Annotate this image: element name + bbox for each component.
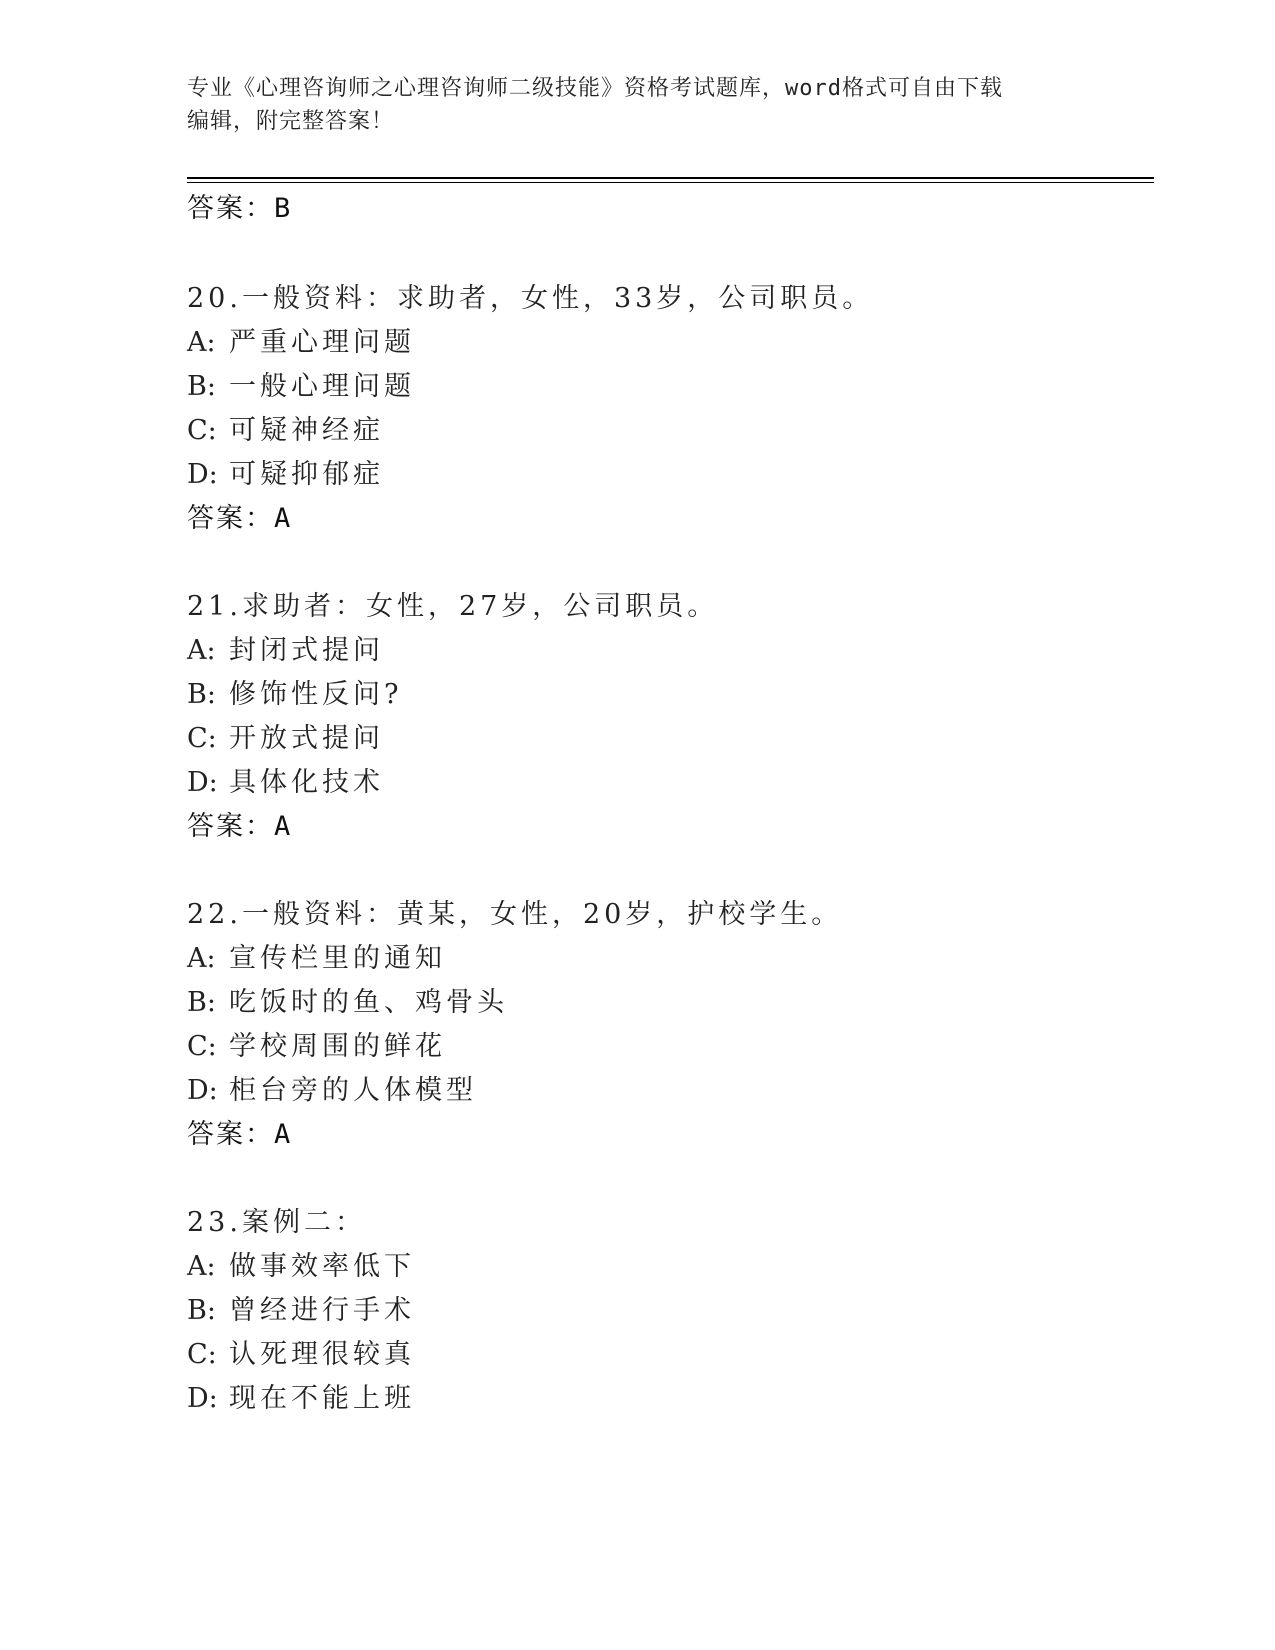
option-letter: A: <box>187 327 216 358</box>
option-d <box>187 1074 477 1108</box>
question-stem: 23.案例二： <box>187 1207 366 1238</box>
option-b <box>187 678 402 712</box>
option-c <box>187 1338 415 1372</box>
option-text: 严重心理问题 <box>229 327 415 358</box>
option-letter: C: <box>187 415 217 446</box>
option-text: 认死理很较真 <box>229 1339 415 1370</box>
option-text: 一般心理问题 <box>229 371 415 402</box>
option-b <box>187 1294 415 1328</box>
option-d <box>187 766 384 800</box>
option-a <box>187 326 415 360</box>
option-letter: C: <box>187 1339 217 1370</box>
option-text: 宣传栏里的通知 <box>229 943 446 974</box>
option-c <box>187 414 384 448</box>
option-letter: A: <box>187 1251 216 1282</box>
option-text: 封闭式提问 <box>229 635 384 666</box>
option-text: 学校周围的鲜花 <box>229 1031 446 1062</box>
option-text: 开放式提问 <box>229 723 384 754</box>
option-letter: B: <box>187 987 216 1018</box>
option-b <box>187 986 508 1020</box>
document-header <box>187 72 1087 138</box>
option-text: 做事效率低下 <box>229 1251 415 1282</box>
option-letter: B: <box>187 371 216 402</box>
option-letter: D: <box>187 1383 218 1414</box>
option-d <box>187 1382 415 1416</box>
option-d <box>187 458 384 492</box>
option-a <box>187 942 446 976</box>
option-letter: D: <box>187 459 218 490</box>
option-letter: D: <box>187 767 218 798</box>
header-line-2: 编辑，附完整答案！ <box>187 109 395 134</box>
answer-line: 答案：A <box>187 503 293 534</box>
option-text: 柜台旁的人体模型 <box>229 1075 477 1106</box>
question-stem: 21.求助者：女性，27岁，公司职员。 <box>187 591 719 622</box>
option-letter: A: <box>187 635 216 666</box>
header-divider-thick <box>187 177 1154 179</box>
header-line-1: 专业《心理咨询师之心理咨询师二级技能》资格考试题库，word格式可自由下载 <box>187 76 1003 101</box>
option-letter: D: <box>187 1075 218 1106</box>
option-letter: B: <box>187 679 216 710</box>
header-divider-thin <box>187 182 1154 183</box>
question-stem: 20.一般资料：求助者，女性，33岁，公司职员。 <box>187 283 874 314</box>
option-text: 吃饭时的鱼、鸡骨头 <box>229 987 508 1018</box>
answer-line: 答案：B <box>187 193 293 224</box>
answer-line: 答案：A <box>187 1119 293 1150</box>
option-a <box>187 634 384 668</box>
option-letter: A: <box>187 943 216 974</box>
option-letter: C: <box>187 723 217 754</box>
question-stem: 22.一般资料：黄某，女性，20岁，护校学生。 <box>187 899 843 930</box>
option-a <box>187 1250 415 1284</box>
option-c <box>187 1030 446 1064</box>
option-letter: B: <box>187 1295 216 1326</box>
answer-line: 答案：A <box>187 811 293 842</box>
option-letter: C: <box>187 1031 217 1062</box>
option-b <box>187 370 415 404</box>
option-text: 现在不能上班 <box>229 1383 415 1414</box>
option-text: 具体化技术 <box>229 767 384 798</box>
option-text: 可疑抑郁症 <box>229 459 384 490</box>
option-text: 曾经进行手术 <box>229 1295 415 1326</box>
option-text: 可疑神经症 <box>229 415 384 446</box>
option-c <box>187 722 384 756</box>
option-text: 修饰性反问? <box>229 679 403 710</box>
